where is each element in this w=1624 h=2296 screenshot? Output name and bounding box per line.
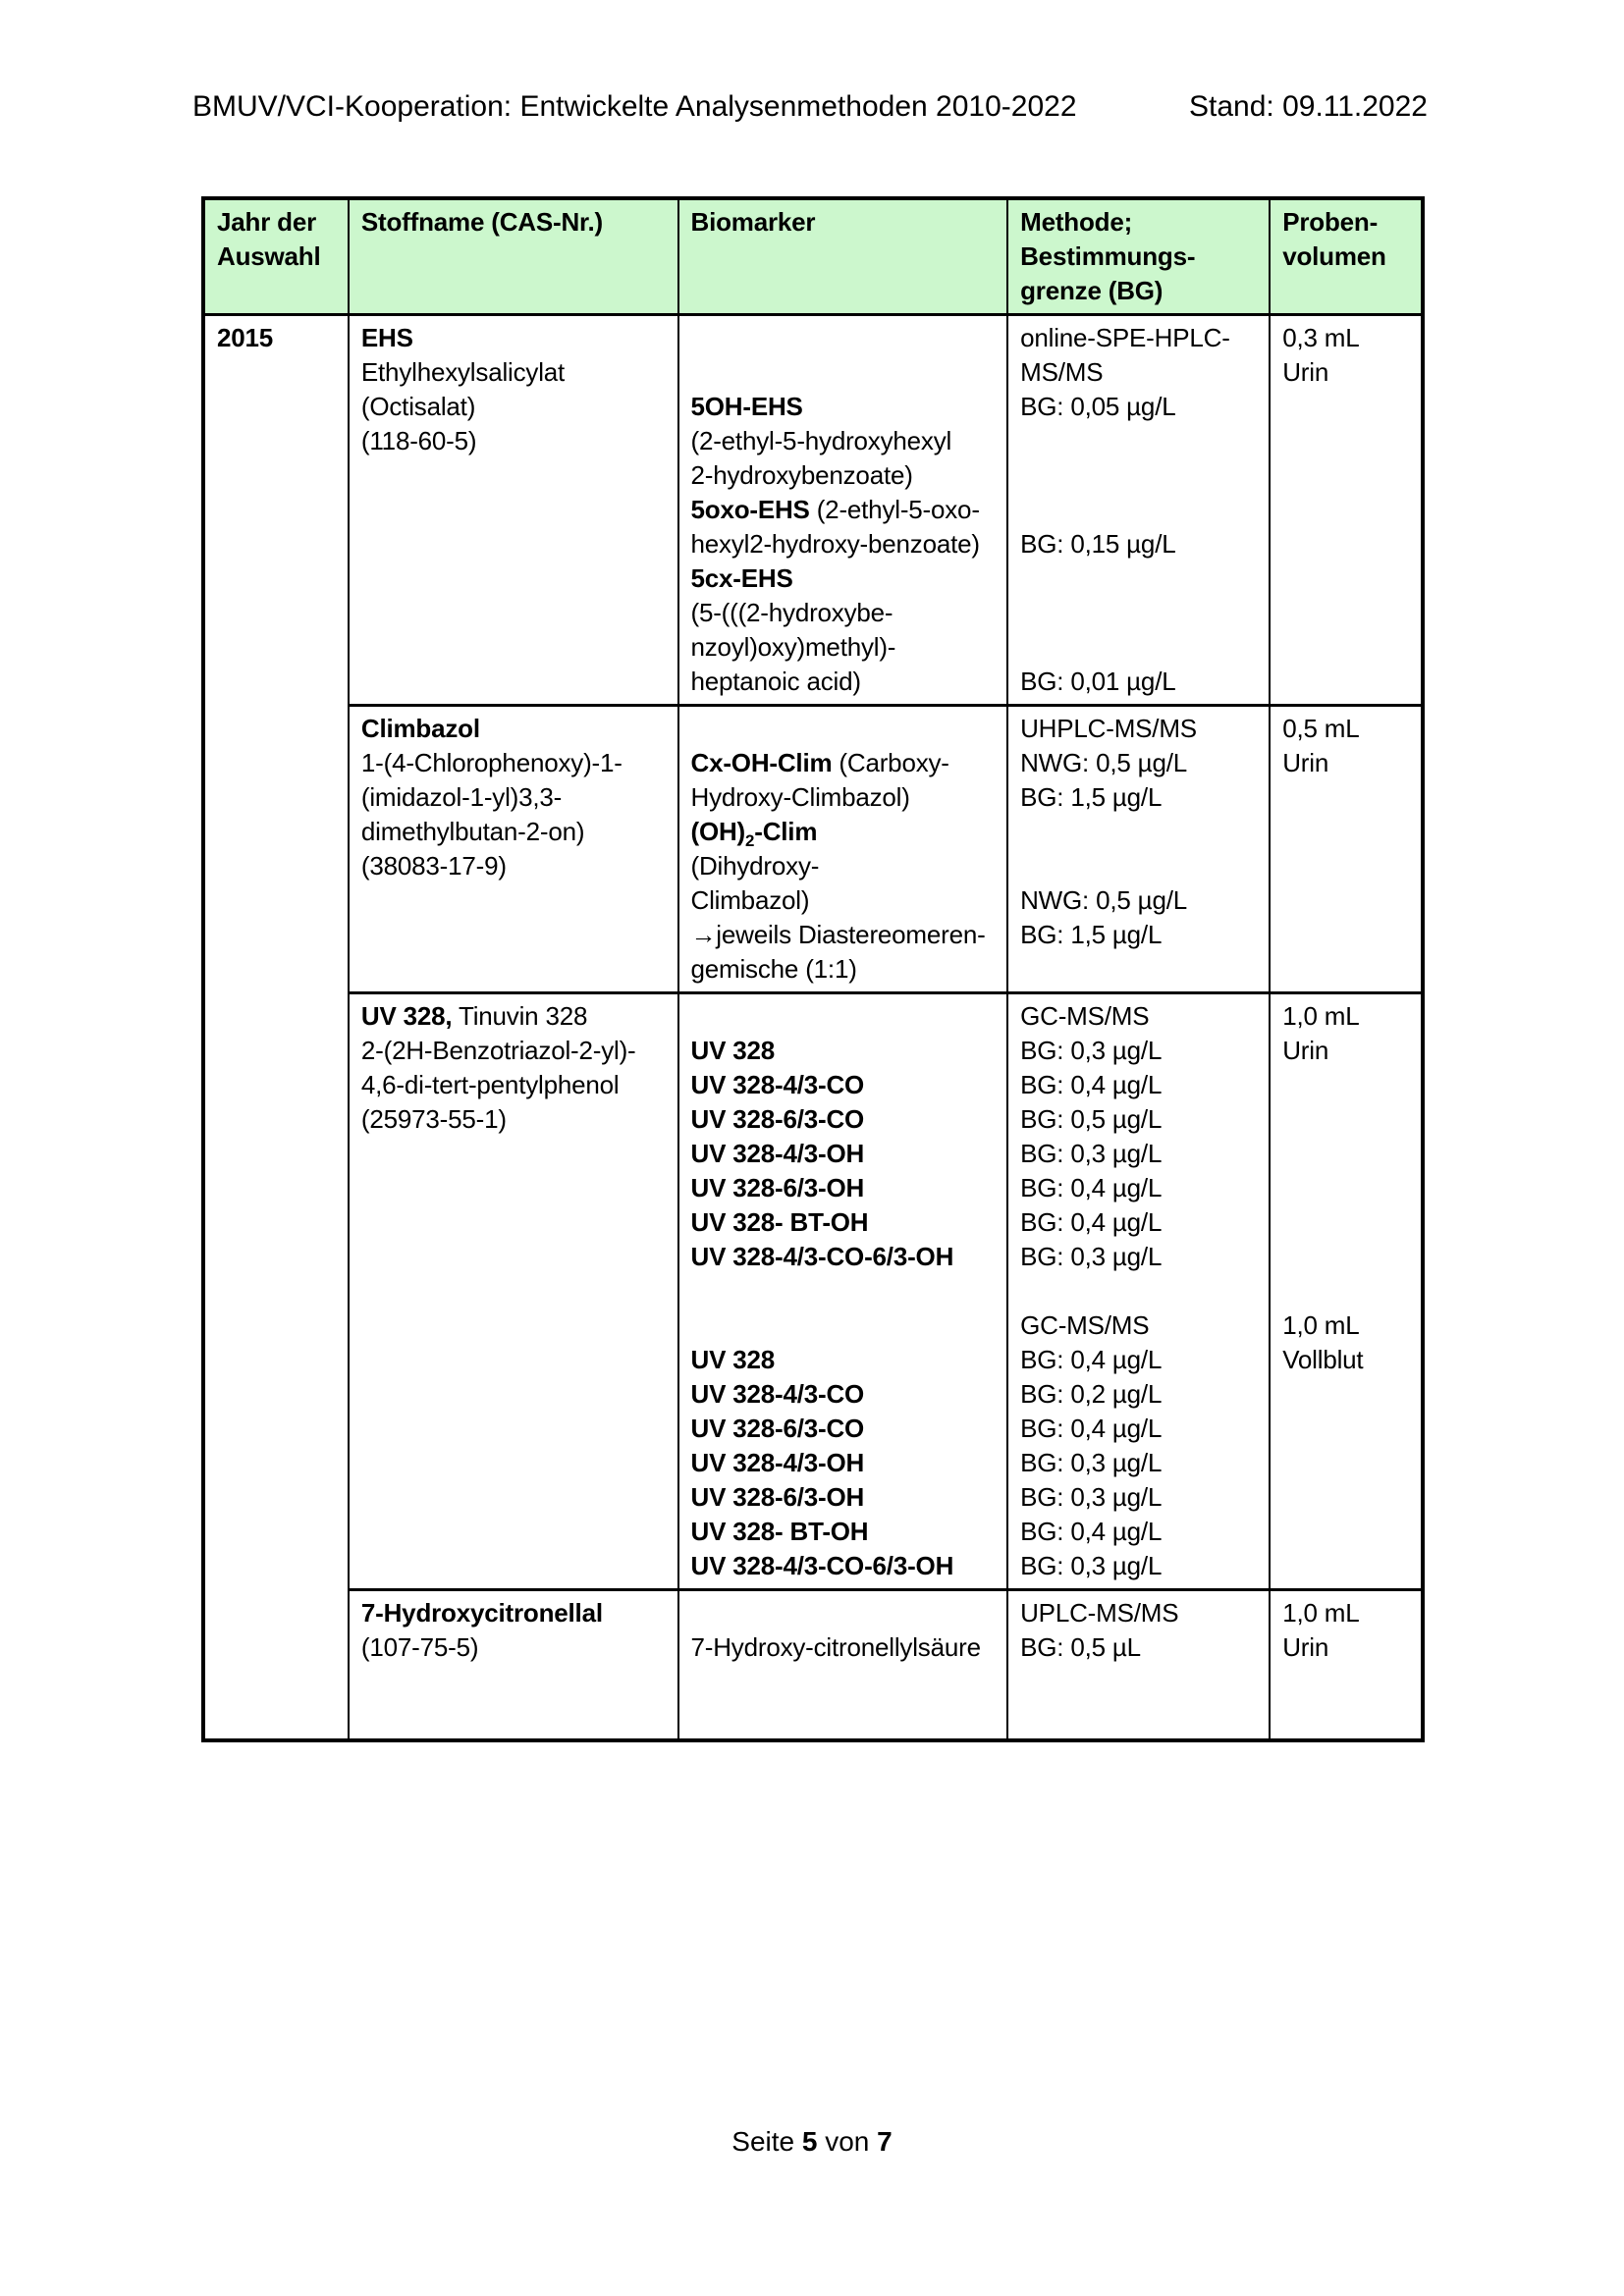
text-segment: dimethylbutan-2-on) — [360, 817, 585, 846]
text-line — [1020, 1102, 1257, 1137]
text-segment: Vollblut — [1282, 1345, 1364, 1374]
text-segment: hexyl2-hydroxy-benzoate) — [690, 529, 980, 559]
cell-ehs-biomarker — [678, 315, 1008, 706]
text-line — [691, 1480, 996, 1515]
text-segment: gemische (1:1) — [690, 954, 857, 984]
cell-climbazol-methode — [1007, 706, 1270, 993]
text-line — [691, 815, 996, 849]
text-line — [691, 527, 996, 561]
text-line — [691, 561, 996, 596]
text-segment: BG: 0,4 µg/L — [1020, 1345, 1163, 1374]
text-segment: UV 328- BT-OH — [690, 1207, 869, 1237]
column-header-biomarker — [678, 198, 1008, 315]
text-line — [1020, 999, 1257, 1034]
text-segment: 7-Hydroxy-citronellylsäure — [690, 1632, 981, 1662]
text-segment: (118-60-5) — [360, 426, 477, 455]
text-segment: (Dihydroxy- — [690, 851, 820, 881]
text-line — [1282, 1205, 1409, 1240]
text-line — [1282, 1343, 1409, 1377]
text-line — [361, 712, 666, 746]
text-line — [361, 1596, 666, 1630]
text-segment: GC-MS/MS — [1020, 1001, 1150, 1031]
text-segment: 5OH-EHS — [690, 392, 803, 421]
cell-ehs-proben — [1270, 315, 1423, 706]
text-line — [361, 746, 666, 780]
page-footer — [0, 2125, 1624, 2159]
text-segment: UV 328 — [690, 1036, 776, 1065]
text-segment: Tinuvin 328 — [452, 1001, 588, 1031]
text-line — [1282, 355, 1409, 390]
column-header-stoffname — [349, 198, 678, 315]
text-segment: (OH) — [690, 817, 746, 846]
text-line — [1020, 1377, 1257, 1412]
text-segment: 2-hydroxybenzoate) — [690, 460, 913, 490]
text-line — [361, 780, 666, 815]
text-line — [691, 1240, 996, 1274]
table-head — [203, 198, 1423, 315]
text-segment: 0,3 mL — [1282, 323, 1360, 352]
text-line — [691, 493, 996, 527]
text-line — [1020, 355, 1257, 390]
text-segment: BG: 0,5 µL — [1020, 1632, 1141, 1662]
page-title: BMUV/VCI-Kooperation: Entwickelte Analysenmethoden 2010-2022 — [192, 90, 1077, 123]
text-segment: von — [817, 2126, 878, 2157]
cell-climbazol-proben — [1270, 706, 1423, 993]
text-line — [691, 712, 996, 746]
text-segment: UV 328-4/3-OH — [690, 1139, 865, 1168]
cell-hydroxycitronellal-proben — [1270, 1590, 1423, 1741]
text-segment: UPLC-MS/MS — [1020, 1598, 1179, 1628]
text-segment: 5 — [801, 2126, 818, 2157]
text-line — [1020, 665, 1257, 699]
text-segment: Climbazol — [360, 714, 480, 743]
text-line — [691, 1549, 996, 1583]
text-line — [691, 883, 996, 918]
text-line — [1020, 424, 1257, 458]
text-line — [691, 1034, 996, 1068]
text-segment: nzoyl)oxy)methyl)- — [690, 632, 896, 662]
text-line — [691, 849, 996, 883]
text-line — [691, 1308, 996, 1343]
text-segment: BG: 0,3 µg/L — [1020, 1448, 1163, 1477]
text-segment: BG: 0,4 µg/L — [1020, 1173, 1163, 1202]
text-segment: UV 328, — [360, 1001, 453, 1031]
text-line — [1282, 712, 1409, 746]
text-line — [1282, 1034, 1409, 1068]
text-line — [1282, 1630, 1409, 1665]
text-line — [1282, 1102, 1409, 1137]
cell-uv328-methode — [1007, 993, 1270, 1590]
table-row-climbazol — [203, 706, 1423, 993]
text-segment: BG: 0,4 µg/L — [1020, 1414, 1163, 1443]
header-line: Methode; — [1020, 207, 1133, 237]
text-line — [1020, 918, 1257, 952]
text-line — [361, 321, 666, 355]
text-segment: (2-ethyl-5-oxo- — [809, 495, 980, 524]
header-line: grenze (BG) — [1020, 276, 1164, 305]
text-line — [361, 849, 666, 883]
text-segment: 1-(4-Chlorophenoxy)-1- — [360, 748, 623, 777]
text-segment: BG: 0,4 µg/L — [1020, 1207, 1163, 1237]
cell-uv328-proben — [1270, 993, 1423, 1590]
text-line — [1282, 1068, 1409, 1102]
text-line — [691, 1205, 996, 1240]
text-line — [1020, 1630, 1257, 1665]
text-segment: NWG: 0,5 µg/L — [1020, 885, 1187, 915]
text-segment: Urin — [1282, 748, 1329, 777]
text-segment: 1,0 mL — [1282, 1001, 1360, 1031]
text-line — [1020, 1171, 1257, 1205]
table-header-row — [203, 198, 1423, 315]
text-segment: (107-75-5) — [360, 1632, 479, 1662]
text-line — [1020, 780, 1257, 815]
text-segment: BG: 0,3 µg/L — [1020, 1139, 1163, 1168]
text-segment: GC-MS/MS — [1020, 1310, 1150, 1340]
text-segment: UHPLC-MS/MS — [1020, 714, 1197, 743]
text-segment: BG: 0,5 µg/L — [1020, 1104, 1163, 1134]
text-segment: 2-(2H-Benzotriazol-2-yl)- — [360, 1036, 636, 1065]
text-line — [691, 1596, 996, 1630]
text-segment: BG: 1,5 µg/L — [1020, 782, 1163, 812]
text-line — [1020, 883, 1257, 918]
text-line — [1020, 527, 1257, 561]
text-segment: -Clim — [754, 817, 818, 846]
text-segment: (2-ethyl-5-hydroxyhexyl — [690, 426, 952, 455]
text-line — [691, 918, 996, 952]
header-line: Jahr der — [217, 207, 317, 237]
text-segment: EHS — [360, 323, 413, 352]
text-line — [691, 1412, 996, 1446]
text-segment: MS/MS — [1020, 357, 1104, 387]
text-segment: BG: 0,01 µg/L — [1020, 667, 1176, 696]
cell-hydroxycitronellal-biomarker — [678, 1590, 1008, 1741]
text-segment: 4,6-di-tert-pentylphenol — [360, 1070, 620, 1099]
text-line — [691, 630, 996, 665]
stand-date: Stand: 09.11.2022 — [1189, 90, 1428, 123]
text-line — [691, 390, 996, 424]
text-segment: BG: 0,3 µg/L — [1020, 1482, 1163, 1512]
text-segment: UV 328-6/3-OH — [690, 1482, 865, 1512]
text-line — [1020, 1274, 1257, 1308]
text-line — [1020, 493, 1257, 527]
text-line — [1020, 1308, 1257, 1343]
text-line — [691, 1343, 996, 1377]
text-line — [1282, 1171, 1409, 1205]
text-line — [1020, 746, 1257, 780]
cell-ehs-stoffname — [349, 315, 678, 706]
text-segment: UV 328-6/3-CO — [690, 1414, 865, 1443]
text-segment: (25973-55-1) — [360, 1104, 507, 1134]
text-segment: Urin — [1282, 1036, 1329, 1065]
column-header-proben — [1270, 198, 1423, 315]
text-line — [691, 665, 996, 699]
cell-uv328-biomarker — [678, 993, 1008, 1590]
text-line — [1020, 712, 1257, 746]
text-line — [1282, 999, 1409, 1034]
text-line — [1282, 321, 1409, 355]
text-line — [691, 952, 996, 987]
text-segment: (Carboxy- — [832, 748, 949, 777]
text-segment: BG: 0,2 µg/L — [1020, 1379, 1163, 1409]
text-segment: BG: 1,5 µg/L — [1020, 920, 1163, 949]
text-segment: Urin — [1282, 357, 1329, 387]
text-segment: UV 328-4/3-CO — [690, 1379, 865, 1409]
text-line — [361, 999, 666, 1034]
text-line — [1020, 1412, 1257, 1446]
text-segment: →jeweils Diastereomeren- — [690, 920, 986, 949]
text-segment: 2 — [745, 831, 755, 851]
cell-hydroxycitronellal-stoffname — [349, 1590, 678, 1741]
text-segment: Ethylhexylsalicylat — [360, 357, 566, 387]
text-line — [1020, 849, 1257, 883]
text-line — [691, 1137, 996, 1171]
text-line — [361, 1102, 666, 1137]
text-line — [691, 1102, 996, 1137]
text-line — [1020, 321, 1257, 355]
text-line — [1020, 1137, 1257, 1171]
text-segment: UV 328-4/3-CO — [690, 1070, 865, 1099]
header-line: volumen — [1282, 241, 1386, 271]
text-line — [1282, 1308, 1409, 1343]
text-line — [691, 355, 996, 390]
text-line — [1020, 630, 1257, 665]
text-line — [1020, 815, 1257, 849]
cell-hydroxycitronellal-methode — [1007, 1590, 1270, 1741]
text-line — [691, 746, 996, 780]
text-line — [691, 1699, 996, 1734]
text-segment: (Octisalat) — [360, 392, 476, 421]
text-segment: 7 — [877, 2126, 893, 2157]
cell-climbazol-stoffname — [349, 706, 678, 993]
text-segment: 5cx-EHS — [690, 563, 793, 593]
text-line — [691, 780, 996, 815]
text-line — [691, 1377, 996, 1412]
text-segment: BG: 0,15 µg/L — [1020, 529, 1176, 559]
text-line — [1020, 1205, 1257, 1240]
cell-year-group — [203, 315, 349, 1741]
text-segment: 7-Hydroxycitronellal — [360, 1598, 603, 1628]
text-segment: heptanoic acid) — [690, 667, 861, 696]
text-segment: Seite — [731, 2126, 802, 2157]
text-line — [1020, 1240, 1257, 1274]
text-line — [691, 1515, 996, 1549]
text-line — [1020, 596, 1257, 630]
text-line — [691, 1068, 996, 1102]
text-line — [1020, 390, 1257, 424]
document-header — [192, 90, 1428, 124]
text-line — [691, 1630, 996, 1665]
text-line — [691, 1665, 996, 1699]
text-line — [1020, 1343, 1257, 1377]
text-segment: UV 328-4/3-OH — [690, 1448, 865, 1477]
table-row-uv328 — [203, 993, 1423, 1590]
text-segment: (imidazol-1-yl)3,3- — [360, 782, 563, 812]
text-segment: Climbazol) — [690, 885, 810, 915]
year-label: 2015 — [217, 323, 274, 352]
text-segment: BG: 0,3 µg/L — [1020, 1036, 1163, 1065]
cell-climbazol-biomarker — [678, 706, 1008, 993]
text-segment: BG: 0,3 µg/L — [1020, 1551, 1163, 1580]
text-segment: NWG: 0,5 µg/L — [1020, 748, 1187, 777]
text-segment: online-SPE-HPLC- — [1020, 323, 1230, 352]
text-line — [691, 424, 996, 458]
text-segment: UV 328-4/3-CO-6/3-OH — [690, 1242, 954, 1271]
text-line — [1020, 1068, 1257, 1102]
header-line: Stoffname (CAS-Nr.) — [360, 207, 603, 237]
text-line — [1282, 1137, 1409, 1171]
text-line — [361, 355, 666, 390]
text-line — [691, 321, 996, 355]
methods-table — [201, 196, 1425, 1742]
text-segment: 1,0 mL — [1282, 1310, 1360, 1340]
header-line: Biomarker — [690, 207, 816, 237]
text-segment: (5-(((2-hydroxybe- — [690, 598, 893, 627]
text-line — [1020, 458, 1257, 493]
header-line: Proben- — [1282, 207, 1379, 237]
text-line — [1020, 1549, 1257, 1583]
text-line — [691, 458, 996, 493]
text-line — [361, 1630, 666, 1665]
text-line — [691, 596, 996, 630]
text-segment: Hydroxy-Climbazol) — [690, 782, 910, 812]
text-line — [361, 424, 666, 458]
text-line — [1020, 561, 1257, 596]
text-segment: (38083-17-9) — [360, 851, 507, 881]
text-line — [1282, 746, 1409, 780]
text-line — [1282, 1596, 1409, 1630]
text-segment: UV 328-4/3-CO-6/3-OH — [690, 1551, 954, 1580]
column-header-methode — [1007, 198, 1270, 315]
text-line — [691, 1446, 996, 1480]
text-line — [1020, 1446, 1257, 1480]
column-header-jahr — [203, 198, 349, 315]
text-line — [691, 1171, 996, 1205]
header-line: Auswahl — [217, 241, 321, 271]
text-line — [361, 1034, 666, 1068]
text-segment: BG: 0,3 µg/L — [1020, 1242, 1163, 1271]
text-segment: BG: 0,4 µg/L — [1020, 1517, 1163, 1546]
text-segment: BG: 0,05 µg/L — [1020, 392, 1176, 421]
text-segment: 0,5 mL — [1282, 714, 1360, 743]
text-segment: UV 328-6/3-OH — [690, 1173, 865, 1202]
text-line — [1020, 1596, 1257, 1630]
table-row-hydroxycitronellal — [203, 1590, 1423, 1741]
text-segment: 5oxo-EHS — [690, 495, 810, 524]
text-line — [1020, 1480, 1257, 1515]
text-line — [1282, 1240, 1409, 1274]
text-segment: UV 328- BT-OH — [690, 1517, 869, 1546]
cell-ehs-methode — [1007, 315, 1270, 706]
text-line — [1020, 1034, 1257, 1068]
text-segment: UV 328 — [690, 1345, 776, 1374]
cell-uv328-stoffname — [349, 993, 678, 1590]
table-body — [203, 315, 1423, 1741]
text-segment: BG: 0,4 µg/L — [1020, 1070, 1163, 1099]
text-line — [691, 1274, 996, 1308]
text-line — [361, 390, 666, 424]
text-segment: Cx-OH-Clim — [690, 748, 833, 777]
header-line: Bestimmungs- — [1020, 241, 1196, 271]
text-line — [361, 815, 666, 849]
text-line — [691, 999, 996, 1034]
text-line — [1020, 1515, 1257, 1549]
text-line — [1282, 1274, 1409, 1308]
text-line — [361, 1068, 666, 1102]
text-segment: UV 328-6/3-CO — [690, 1104, 865, 1134]
table-row-ehs — [203, 315, 1423, 706]
text-segment: 1,0 mL — [1282, 1598, 1360, 1628]
text-segment: Urin — [1282, 1632, 1329, 1662]
